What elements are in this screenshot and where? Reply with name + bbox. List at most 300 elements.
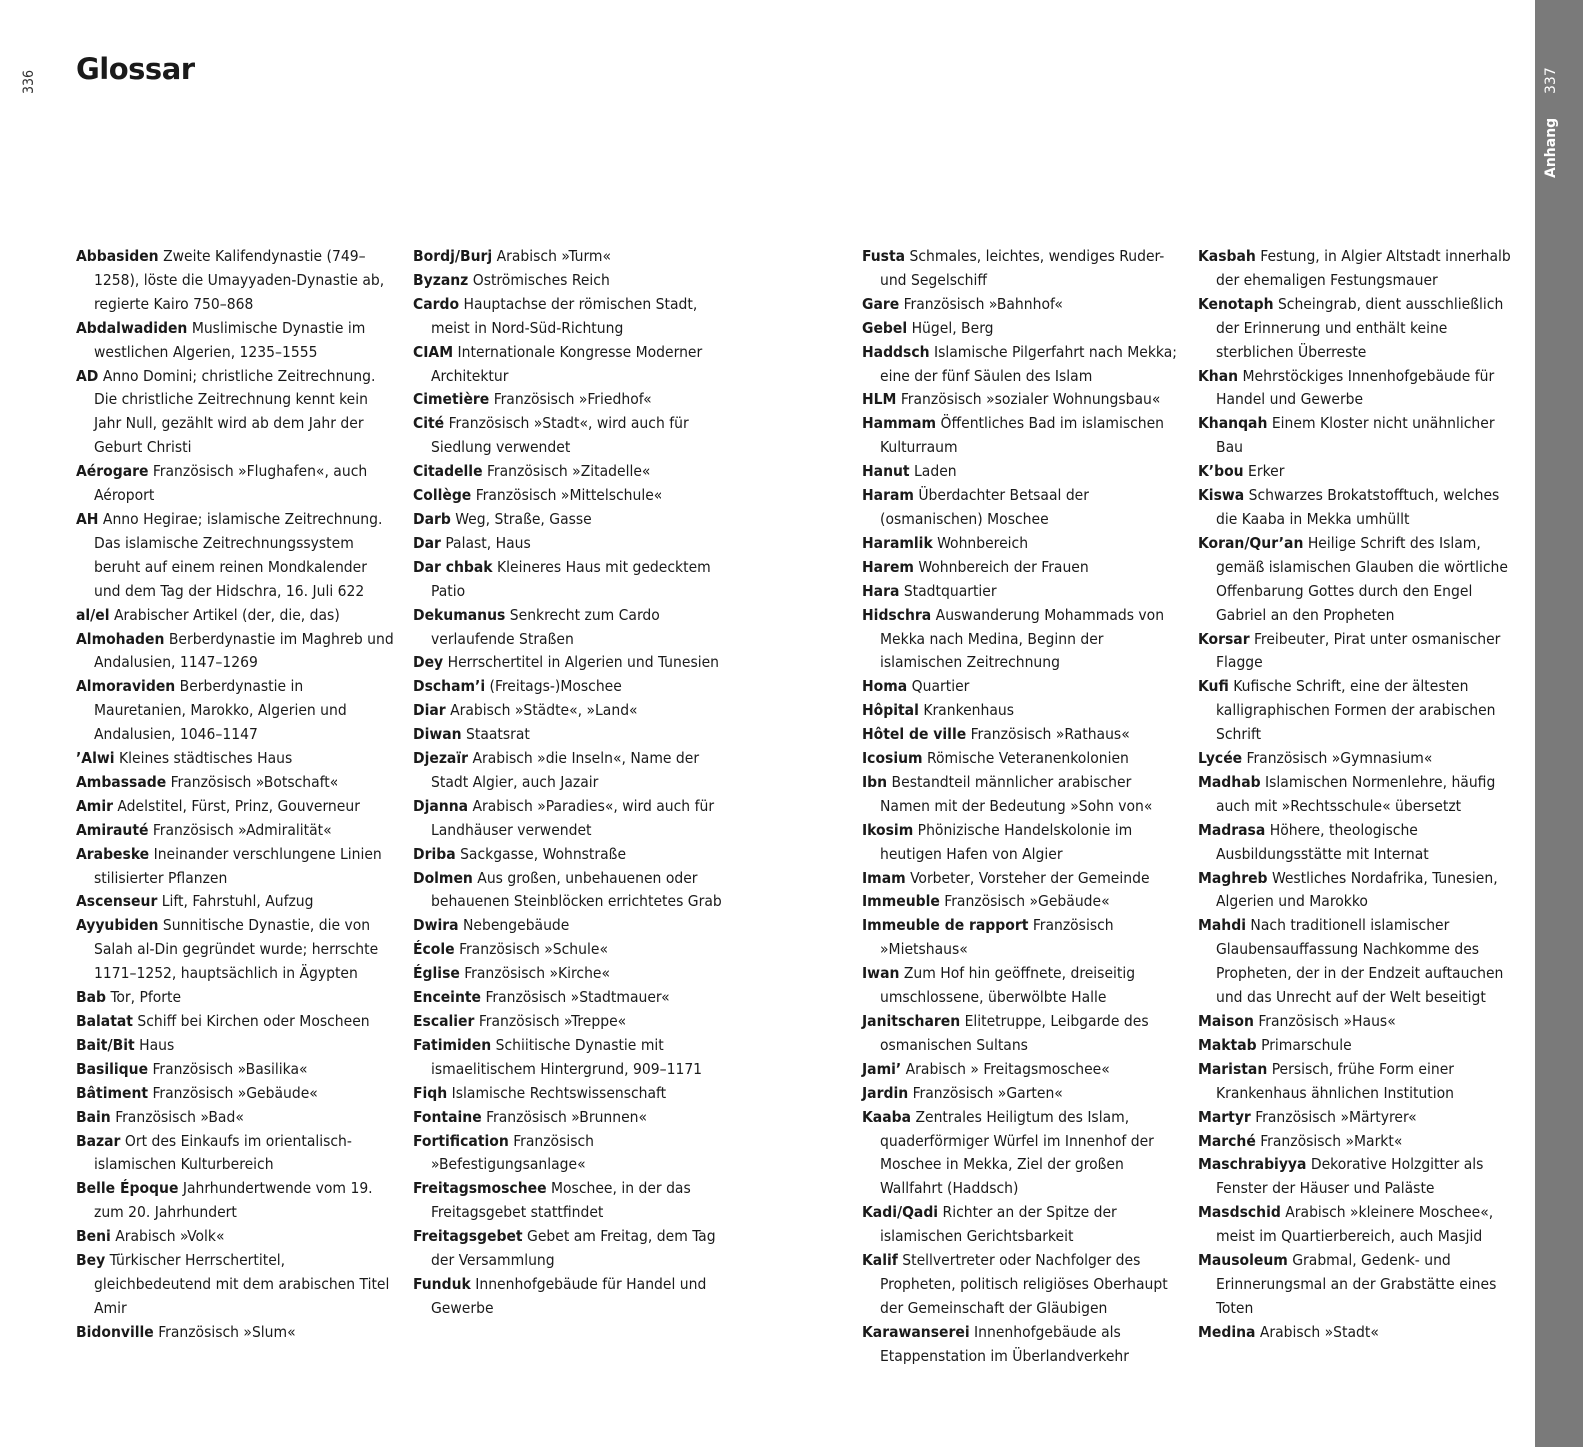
glossary-term: Byzanz [413, 270, 469, 289]
glossary-entry [76, 675, 394, 747]
glossary-definition: Einem Kloster nicht unähnlicher Bau [1216, 414, 1495, 457]
glossary-entry [1198, 867, 1516, 915]
glossary-term: Jardin [862, 1083, 909, 1102]
glossary-entry [413, 245, 731, 269]
glossary-entry [1198, 460, 1516, 484]
glossary-entry [1198, 245, 1516, 293]
glossary-definition: Französisch »Zitadelle« [486, 462, 651, 481]
glossary-entry [413, 1082, 731, 1106]
glossary-term: Masdschid [1198, 1203, 1281, 1222]
glossary-entry [413, 508, 731, 532]
glossary-definition: Zweite Kalifendynastie (749–1258), löste die Umayyaden-Dynastie ab, regierte Kairo 750–868 [94, 247, 385, 313]
glossary-definition: Überdachter Betsaal der (osmanischen) Moschee [880, 486, 1089, 528]
glossary-term: Freitagsgebet [413, 1227, 523, 1246]
glossary-entry [862, 580, 1180, 604]
glossary-term: Funduk [413, 1274, 471, 1293]
glossary-entry [413, 1010, 731, 1034]
glossary-entry [1198, 1321, 1516, 1345]
glossary-column-2 [413, 245, 731, 1321]
glossary-term: Haramlik [862, 533, 933, 552]
glossary-term: Mahdi [1198, 916, 1246, 935]
glossary-term: Khan [1198, 366, 1239, 385]
glossary-term: Hammam [862, 414, 937, 433]
glossary-definition: Französisch »Bahnhof« [903, 294, 1063, 313]
glossary-definition: Tor, Pforte [110, 988, 182, 1007]
glossary-term: CIAM [413, 342, 454, 361]
glossary-term: Bab [76, 988, 107, 1007]
glossary-definition: Adelstitel, Fürst, Prinz, Gouverneur [117, 796, 360, 815]
glossary-term: Fatimiden [413, 1035, 492, 1054]
glossary-entry [76, 1010, 394, 1034]
glossary-entry [1198, 293, 1516, 365]
glossary-term: Mausoleum [1198, 1251, 1288, 1270]
glossary-term: Maristan [1198, 1059, 1268, 1078]
glossary-term: Basilique [76, 1059, 149, 1078]
glossary-term: Ayyubiden [76, 916, 159, 935]
glossary-definition: Nebengebäude [462, 916, 570, 935]
glossary-entry [76, 1034, 394, 1058]
glossary-term: Fusta [862, 247, 906, 265]
glossary-entry [76, 1106, 394, 1130]
glossary-definition: Kleineres Haus mit gedecktem Patio [431, 557, 711, 600]
glossary-term: Ascenseur [76, 892, 158, 911]
glossary-term: Khanqah [1198, 414, 1268, 433]
glossary-definition: Gebet am Freitag, dem Tag der Versammlung [431, 1227, 716, 1270]
glossary-definition: Richter an der Spitze der islamischen Gerichtsbarkeit [880, 1203, 1117, 1246]
glossary-term: Belle Époque [76, 1179, 179, 1198]
glossary-entry [413, 699, 731, 723]
glossary-entry [413, 651, 731, 675]
glossary-definition: Kufische Schrift, eine der ältesten kalligraphischen Formen der arabischen Schrift [1216, 677, 1496, 744]
glossary-term: Almoraviden [76, 677, 176, 696]
glossary-definition: Primarschule [1261, 1035, 1352, 1054]
glossary-term: Hôpital [862, 701, 919, 720]
glossary-term: Kalif [862, 1251, 898, 1270]
glossary-definition: Höhere, theologische Ausbildungsstätte mit Internat [1216, 820, 1429, 863]
glossary-definition: Ineinander verschlungene Linien stilisierter Pflanzen [94, 844, 382, 887]
glossary-entry [413, 388, 731, 412]
glossary-term: Balatat [76, 1012, 133, 1030]
glossary-entry [76, 1177, 394, 1225]
glossary-definition: Islamische Pilgerfahrt nach Mekka; eine der fünf Säulen des Islam [880, 342, 1177, 385]
glossary-term: Hanut [862, 462, 910, 481]
glossary-entry [862, 1201, 1180, 1249]
glossary-definition: Erker [1248, 462, 1285, 481]
glossary-term: Cardo [413, 294, 460, 313]
glossary-entry [1198, 484, 1516, 532]
page-title: Glossar [76, 52, 195, 86]
glossary-definition: Ort des Einkaufs im orientalisch-islamischen Kulturbereich [94, 1131, 352, 1174]
glossary-term: Koran/Qur’an [1198, 533, 1304, 552]
glossary-entry [413, 1177, 731, 1225]
glossary-definition: Weg, Straße, Gasse [455, 509, 592, 528]
glossary-entry [862, 1058, 1180, 1082]
glossary-term: Kaaba [862, 1107, 912, 1126]
glossary-entry [1198, 628, 1516, 676]
glossary-column-3 [862, 245, 1180, 1369]
glossary-entry [862, 293, 1180, 317]
glossary-term: Bait/Bit [76, 1035, 135, 1054]
glossary-entry [1198, 747, 1516, 771]
glossary-definition: Französisch »Rathaus« [970, 725, 1130, 744]
page-number-left: 336 [21, 69, 37, 94]
glossary-definition: Stadtquartier [903, 581, 997, 600]
glossary-term: Gare [862, 294, 900, 313]
glossary-term: Cité [413, 414, 445, 433]
glossary-term: Fontaine [413, 1107, 482, 1126]
glossary-term: Martyr [1198, 1107, 1251, 1126]
glossary-entry [76, 1225, 394, 1249]
glossary-definition: Französisch »Mietshaus« [880, 916, 1114, 959]
glossary-entry [1198, 771, 1516, 819]
glossary-term: Djezaïr [413, 749, 468, 768]
glossary-term: Diar [413, 701, 446, 720]
glossary-term: Bâtiment [76, 1083, 149, 1102]
glossary-definition: Festung, in Algier Altstadt innerhalb der ehemaligen Festungsmauer [1216, 247, 1511, 289]
glossary-term: Collège [413, 486, 472, 505]
glossary-term: Haddsch [862, 342, 930, 361]
glossary-definition: Arabisch »Turm« [496, 247, 612, 265]
glossary-definition: Jahrhundertwende vom 19. zum 20. Jahrhundert [94, 1179, 373, 1222]
glossary-term: Karawanserei [862, 1322, 970, 1341]
glossary-entry [413, 412, 731, 460]
glossary-definition: Staatsrat [466, 725, 530, 744]
glossary-definition: Islamische Rechtswissenschaft [451, 1083, 667, 1102]
glossary-term: Hôtel de ville [862, 725, 967, 744]
glossary-entry [76, 771, 394, 795]
glossary-entry [862, 723, 1180, 747]
glossary-term: Abdalwadiden [76, 318, 188, 337]
glossary-entry [862, 484, 1180, 532]
glossary-term: Fortification [413, 1131, 509, 1150]
glossary-entry [76, 914, 394, 986]
glossary-entry [862, 245, 1180, 293]
glossary-definition: Senkrecht zum Cardo verlaufende Straßen [431, 605, 660, 648]
glossary-entry [1198, 1058, 1516, 1106]
glossary-term: Bey [76, 1251, 106, 1270]
glossary-entry [76, 1249, 394, 1321]
glossary-term: Bazar [76, 1131, 121, 1150]
glossary-entry [1198, 412, 1516, 460]
glossary-term: Kasbah [1198, 247, 1256, 265]
glossary-definition: Arabisch »Stadt« [1259, 1322, 1379, 1341]
glossary-term: Ambassade [76, 772, 167, 791]
glossary-entry [862, 317, 1180, 341]
glossary-entry [413, 1130, 731, 1178]
glossary-entry [862, 532, 1180, 556]
glossary-term: Korsar [1198, 629, 1250, 648]
glossary-definition: Französisch »Admiralität« [152, 820, 332, 839]
glossary-term: Diwan [413, 725, 462, 744]
glossary-definition: Französisch »Schule« [459, 940, 608, 959]
glossary-definition: Krankenhaus [923, 701, 1015, 720]
glossary-entry [76, 1058, 394, 1082]
glossary-term: Freitagsmoschee [413, 1179, 547, 1198]
glossary-term: Immeuble [862, 892, 940, 911]
glossary-entry [413, 556, 731, 604]
glossary-term: Immeuble de rapport [862, 916, 1029, 935]
glossary-definition: Französisch »Basilika« [152, 1059, 308, 1078]
glossary-entry [1198, 365, 1516, 413]
glossary-term: Aérogare [76, 462, 149, 481]
glossary-definition: Hauptachse der römischen Stadt, meist in Nord-Süd-Richtung [431, 294, 698, 337]
glossary-definition: Arabisch »Städte«, »Land« [450, 701, 638, 720]
glossary-term: Haram [862, 486, 914, 505]
glossary-entry [76, 365, 394, 461]
glossary-term: Dar [413, 533, 441, 552]
glossary-entry [862, 675, 1180, 699]
glossary-definition: Innenhofgebäude als Etappenstation im Überlandverkehr [880, 1322, 1129, 1365]
glossary-definition: Türkischer Herrschertitel, gleichbedeutend mit dem arabischen Titel Amir [94, 1251, 390, 1317]
glossary-definition: Französisch »Mittelschule« [475, 486, 663, 505]
glossary-definition: Französisch »Stadtmauer« [485, 988, 670, 1007]
glossary-term: Bidonville [76, 1322, 154, 1341]
glossary-definition: Persisch, frühe Form einer Krankenhaus ähnlichen Institution [1216, 1059, 1455, 1102]
glossary-entry [413, 675, 731, 699]
glossary-entry [76, 317, 394, 365]
glossary-entry [413, 293, 731, 341]
glossary-definition: Französisch »sozialer Wohnungsbau« [900, 390, 1161, 409]
glossary-term: Maison [1198, 1012, 1254, 1030]
glossary-entry [413, 867, 731, 915]
glossary-definition: Internationale Kongresse Moderner Architektur [431, 342, 703, 385]
glossary-entry [413, 1034, 731, 1082]
glossary-entry [862, 747, 1180, 771]
glossary-definition: Sunnitische Dynastie, die von Salah al-Din gegründet wurde; herrschte 1171–1252, hauptsächlich in Ägypten [94, 916, 379, 983]
glossary-entry [1198, 675, 1516, 747]
glossary-entry [862, 1010, 1180, 1058]
glossary-entry [413, 723, 731, 747]
glossary-definition: Anno Hegirae; islamische Zeitrechnung. Das islamische Zeitrechnungssystem beruht auf einem reinen Mondkalender und dem Tag der Hidschra, 16. Juli 622 [94, 509, 383, 600]
glossary-definition: Palast, Haus [445, 533, 531, 552]
glossary-entry [413, 914, 731, 938]
glossary-entry [413, 1225, 731, 1273]
glossary-definition: Innenhofgebäude für Handel und Gewerbe [431, 1274, 707, 1317]
glossary-definition: Freibeuter, Pirat unter osmanischer Flagge [1216, 629, 1501, 672]
glossary-entry [76, 245, 394, 317]
glossary-definition: Vorbeter, Vorsteher der Gemeinde [910, 868, 1150, 887]
glossary-entry [1198, 1034, 1516, 1058]
glossary-entry [1198, 1106, 1516, 1130]
glossary-definition: Französisch »Treppe« [478, 1012, 627, 1030]
glossary-entry [76, 604, 394, 628]
glossary-term: Harem [862, 557, 914, 576]
glossary-entry [76, 460, 394, 508]
glossary-term: Bordj/Burj [413, 247, 493, 265]
glossary-entry [862, 962, 1180, 1010]
glossary-definition: (Freitags-)Moschee [489, 677, 622, 696]
glossary-term: Escalier [413, 1012, 475, 1030]
glossary-definition: Moschee, in der das Freitagsgebet stattfindet [431, 1179, 691, 1222]
glossary-entry [413, 1273, 731, 1321]
glossary-term: Citadelle [413, 462, 483, 481]
glossary-entry [862, 867, 1180, 891]
glossary-definition: Arabisch »die Inseln«, Name der Stadt Algier, auch Jazair [431, 749, 700, 791]
glossary-entry [413, 460, 731, 484]
glossary-term: Maschrabiyya [1198, 1155, 1307, 1174]
glossary-entry [413, 604, 731, 652]
glossary-term: Dey [413, 653, 444, 672]
glossary-term: Abbasiden [76, 247, 159, 265]
glossary-definition: Arabisch » Freitagsmoschee« [905, 1059, 1110, 1078]
glossary-definition: Herrschertitel in Algerien und Tunesien [447, 653, 720, 672]
glossary-definition: Französisch »Friedhof« [493, 390, 652, 409]
glossary-definition: Französisch »Gymnasium« [1246, 749, 1433, 768]
glossary-entry [413, 843, 731, 867]
glossary-entry [76, 508, 394, 604]
glossary-definition: Sackgasse, Wohnstraße [460, 844, 627, 863]
glossary-definition: Nach traditionell islamischer Glaubensauffassung Nachkomme des Propheten, der in der Endzeit auftauchen und das Unrecht auf der Welt beseitigt [1216, 916, 1504, 1007]
glossary-term: Amir [76, 796, 113, 815]
glossary-definition: Westliches Nordafrika, Tunesien, Algerien und Marokko [1216, 868, 1498, 911]
glossary-term: Dscham’i [413, 677, 486, 696]
glossary-entry [413, 938, 731, 962]
glossary-definition: Zentrales Heiligtum des Islam, quaderförmiger Würfel im Innenhof der Moschee in Mekka, Ziel der großen Wallfahrt (Haddsch) [880, 1107, 1154, 1198]
glossary-definition: Muslimische Dynastie im westlichen Algerien, 1235–1555 [94, 318, 366, 361]
glossary-term: Almohaden [76, 629, 165, 648]
glossary-entry [1198, 914, 1516, 1010]
glossary-term: Bain [76, 1107, 111, 1126]
section-side-tab [1535, 0, 1583, 1447]
glossary-term: Janitscharen [862, 1012, 961, 1030]
glossary-definition: Schiitische Dynastie mit ismaelitischem Hintergrund, 909–1171 [431, 1035, 703, 1078]
glossary-definition: Lift, Fahrstuhl, Aufzug [161, 892, 314, 911]
glossary-term: al/el [76, 605, 110, 624]
glossary-entry [76, 795, 394, 819]
glossary-term: HLM [862, 390, 897, 409]
glossary-definition: Schwarzes Brokatstofftuch, welches die Kaaba in Mekka umhüllt [1216, 486, 1500, 528]
glossary-entry [862, 771, 1180, 819]
glossary-entry [76, 1321, 394, 1345]
glossary-term: Arabeske [76, 844, 150, 863]
glossary-entry [862, 604, 1180, 676]
glossary-entry [862, 341, 1180, 389]
glossary-definition: Phönizische Handelskolonie im heutigen Hafen von Algier [880, 820, 1133, 863]
glossary-definition: Quartier [911, 677, 970, 696]
glossary-term: Gebel [862, 318, 908, 337]
glossary-entry [1198, 819, 1516, 867]
glossary-entry [1198, 1010, 1516, 1034]
glossary-term: Icosium [862, 749, 923, 768]
glossary-definition: Französisch »Flughafen«, auch Aéroport [94, 462, 368, 505]
glossary-definition: Schmales, leichtes, wendiges Ruder- und Segelschiff [880, 247, 1165, 289]
glossary-entry [76, 890, 394, 914]
glossary-definition: Arabisch »Volk« [115, 1227, 225, 1246]
glossary-term: Dwira [413, 916, 459, 935]
glossary-definition: Öffentliches Bad im islamischen Kulturraum [880, 414, 1165, 457]
glossary-entry [76, 819, 394, 843]
glossary-term: Beni [76, 1227, 111, 1246]
glossary-definition: Laden [914, 462, 957, 481]
glossary-definition: Grabmal, Gedenk- und Erinnerungsmal an der Grabstätte eines Toten [1216, 1251, 1497, 1317]
glossary-definition: Haus [139, 1035, 175, 1054]
glossary-definition: Anno Domini; christliche Zeitrechnung. Die christliche Zeitrechnung kennt kein Jahr Null, gezählt wird ab dem Jahr der Geburt Christi [94, 366, 376, 457]
glossary-definition: Französisch »Befestigungsanlage« [431, 1131, 594, 1174]
glossary-definition: Dekorative Holzgitter als Fenster der Häuser und Paläste [1216, 1155, 1484, 1198]
glossary-definition: Arabischer Artikel (der, die, das) [113, 605, 340, 624]
glossary-entry [76, 843, 394, 891]
glossary-definition: Scheingrab, dient ausschließlich der Erinnerung und enthält keine sterblichen Überreste [1216, 294, 1504, 361]
glossary-definition: Heilige Schrift des Islam, gemäß islamischen Glauben die wörtliche Offenbarung Gottes durch den Engel Gabriel an den Propheten [1216, 533, 1508, 624]
glossary-definition: Bestandteil männlicher arabischer Namen mit der Bedeutung »Sohn von« [880, 772, 1153, 815]
glossary-term: Ibn [862, 772, 888, 791]
glossary-term: ’Alwi [76, 749, 115, 768]
glossary-entry [862, 914, 1180, 962]
glossary-term: Amirauté [76, 820, 149, 839]
glossary-entry [1198, 1153, 1516, 1201]
glossary-entry [862, 460, 1180, 484]
glossary-term: Hidschra [862, 605, 932, 624]
glossary-entry [862, 412, 1180, 460]
glossary-entry [413, 484, 731, 508]
glossary-term: Kufi [1198, 677, 1229, 696]
glossary-term: École [413, 940, 455, 959]
glossary-entry [1198, 1130, 1516, 1154]
glossary-entry [413, 341, 731, 389]
glossary-definition: Französisch »Garten« [912, 1083, 1063, 1102]
glossary-term: Kadi/Qadi [862, 1203, 939, 1222]
glossary-term: Kiswa [1198, 486, 1245, 505]
glossary-definition: Berberdynastie im Maghreb und Andalusien, 1147–1269 [94, 629, 394, 672]
glossary-entry [76, 1130, 394, 1178]
glossary-entry [76, 1082, 394, 1106]
glossary-entry [1198, 1201, 1516, 1249]
glossary-entry [76, 628, 394, 676]
glossary-term: Jami’ [862, 1059, 902, 1078]
glossary-entry [413, 532, 731, 556]
glossary-term: Cimetière [413, 390, 490, 409]
glossary-term: Madhab [1198, 772, 1261, 791]
glossary-definition: Französisch »Botschaft« [170, 772, 339, 791]
glossary-definition: Französisch »Haus« [1258, 1012, 1396, 1030]
glossary-term: Djanna [413, 796, 469, 815]
glossary-term: Maghreb [1198, 868, 1268, 887]
glossary-entry [862, 556, 1180, 580]
glossary-entry [862, 1321, 1180, 1369]
glossary-term: Homa [862, 677, 908, 696]
glossary-column-1 [76, 245, 394, 1345]
glossary-definition: Französisch »Slum« [158, 1322, 296, 1341]
glossary-entry [862, 699, 1180, 723]
glossary-term: Hara [862, 581, 900, 600]
glossary-term: Kenotaph [1198, 294, 1274, 313]
glossary-definition: Berberdynastie in Mauretanien, Marokko, Algerien und Andalusien, 1046–1147 [94, 677, 347, 744]
glossary-definition: Mehrstöckiges Innenhofgebäude für Handel und Gewerbe [1216, 366, 1495, 409]
glossary-entry [413, 795, 731, 843]
glossary-definition: Hügel, Berg [911, 318, 994, 337]
glossary-term: Dekumanus [413, 605, 506, 624]
glossary-definition: Römische Veteranenkolonien [927, 749, 1129, 768]
glossary-entry [862, 890, 1180, 914]
glossary-definition: Kleines städtisches Haus [118, 749, 293, 768]
glossary-entry [862, 388, 1180, 412]
section-label: Anhang [1543, 117, 1559, 178]
glossary-definition: Aus großen, unbehauenen oder behauenen Steinblöcken errichtetes Grab [431, 868, 722, 911]
glossary-definition: Französisch »Markt« [1260, 1131, 1403, 1150]
glossary-term: Driba [413, 844, 456, 863]
glossary-entry [413, 1106, 731, 1130]
glossary-column-4 [1198, 245, 1516, 1345]
glossary-entry [1198, 1249, 1516, 1321]
glossary-term: Iwan [862, 964, 900, 983]
glossary-definition: Französisch »Gebäude« [152, 1083, 318, 1102]
glossary-definition: Französisch »Gebäude« [944, 892, 1110, 911]
glossary-entry [413, 269, 731, 293]
glossary-term: Fiqh [413, 1083, 448, 1102]
page-number-right: 337 [1543, 67, 1559, 94]
glossary-definition: Stellvertreter oder Nachfolger des Propheten, politisch religiöses Oberhaupt der Gemeinschaft der Gläubigen [880, 1251, 1168, 1317]
glossary-term: Medina [1198, 1322, 1256, 1341]
